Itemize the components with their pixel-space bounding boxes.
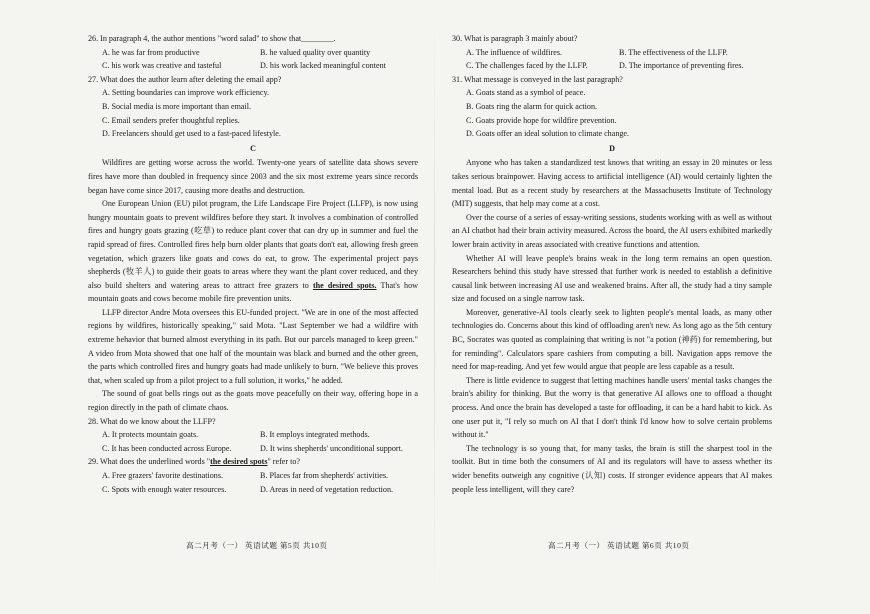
q29-stem-start: 29. What does the underlined words "	[88, 457, 211, 467]
q30-option-a: A. The influence of wildfires.	[466, 47, 563, 57]
q26-option-a: A. he was far from productive	[102, 47, 200, 57]
left-page-footer: 高二月考（一） 英语试题 第5页 共10页	[186, 541, 328, 550]
passage-d-paragraph-5: There is little evidence to suggest that letting machines handle users' mental tasks changes the brain's ability for thinking. But the worry is that generative AI allows one to offload a thought process. And once the brain has developed a taste for offloading, it can be a hard habit to kick. As one user put it, "I rely so much on AI that I don't think I'd know how to solve certain problems without it."	[452, 375, 772, 440]
q26-option-c: C. his work was creative and tasteful	[102, 61, 222, 71]
q27-option-d: D. Freelancers should get used to a fast-paced lifestyle.	[102, 129, 281, 139]
question-31-options	[452, 86, 772, 140]
passage-d-paragraph-2: Over the course of a series of essay-writing sessions, students working with as well as without an AI chatbot had their brain activity measured. Across the board, the AI users exhibited markedly lower brain activity in areas associated with creative functions and attention.	[452, 212, 772, 249]
passage-c-paragraph-2-text: One European Union (EU) pilot program, the Life Landscape Fire Project (LLFP), is now using hungry mountain goats to prevent wildfires before they start. It involves a combination of controlled fires and hungry goats grazing (吃草) to reduce plant cover that can dry up in summer and fuel the rapid spread of fires. Controlled fires help burn older plants that goats don't eat, allowing fresh green vegetation, which grazers like goats and cows do eat, to grow. The experimental project pays shepherds (牧羊人) to guide their goats to areas where they want the plant cover reduced, and they also build shelters and watering areas to attract free grazers to	[88, 199, 418, 290]
q28-option-d: D. It wins shepherds' unconditional support.	[260, 443, 403, 453]
section-c-label: C	[250, 143, 256, 153]
question-30-options	[452, 46, 772, 73]
q27-option-a: A. Setting boundaries can improve work efficiency.	[102, 88, 269, 98]
passage-d-paragraph-3: Whether AI will leave people's brains weak in the long term remains an open question. Researchers behind this study have stressed that further work is needed to establish a definitive causal link between increasing AI use and weakened brains. After all, the study had a tiny sample size and focused on a single narrow task.	[452, 253, 772, 304]
q26-option-b: B. he valued quality over quantity	[260, 47, 371, 57]
q31-option-a: A. Goats stand as a symbol of peace.	[466, 88, 586, 98]
right-page-footer: 高二月考（一） 英语试题 第6页 共10页	[548, 541, 690, 550]
q27-option-b: B. Social media is more important than email.	[102, 101, 252, 111]
passage-c-paragraph-2-tail: That's how mountain goats and cows become mobile fire prevention units.	[88, 280, 418, 304]
question-29-options	[88, 469, 418, 496]
q31-option-b: B. Goats ring the alarm for quick action.	[466, 101, 598, 111]
question-26-options	[88, 46, 418, 73]
q29-option-c: C. Spots with enough water resources.	[102, 484, 227, 494]
question-31-stem: 31. What message is conveyed in the last paragraph?	[452, 74, 623, 84]
passage-c-paragraph-4: The sound of goat bells rings out as the goats move peacefully on their way, offering hope in a region directly in the path of climate chaos.	[88, 389, 418, 413]
q28-option-c: C. It has been conducted across Europe.	[102, 443, 232, 453]
q29-stem-end: " refer to?	[267, 457, 300, 467]
right-page	[452, 32, 772, 496]
question-27-options	[88, 86, 418, 140]
q30-option-b: B. The effectiveness of the LLFP.	[619, 47, 728, 57]
passage-d-paragraph-4: Moreover, generative-AI tools clearly seek to lighten people's mental loads, as many other technologies do. Concerns about this kind of offloading aren't new. As long ago as the 5th century BC, Socrates was quoted as complaining that writing is not "a potion (神药) for remembering, but for reminding". Calculators spare cashiers from computing a bill. Navigation apps remove the need for map-reading. And yet few would argue that people are less capable as a result.	[452, 307, 772, 372]
q31-option-c: C. Goats provide hope for wildfire prevention.	[466, 115, 617, 125]
passage-d-paragraph-1: Anyone who has taken a standardized test knows that writing an essay in 20 minutes or less takes serious brainpower. Having access to artificial intelligence (AI) would certainly lighten the mental load. But as a recent study by researchers at the Massachusetts Institute of Technology (MIT) suggests, that help may come at a cost.	[452, 158, 772, 209]
q29-option-a: A. Free grazers' favorite destinations.	[102, 471, 224, 480]
section-d-label: D	[609, 143, 615, 153]
q28-option-b: B. It employs integrated methods.	[260, 430, 370, 440]
q29-option-b: B. Places far from shepherds' activities.	[260, 471, 388, 480]
underlined-desired-spots: the desired spots.	[312, 280, 377, 290]
passage-c-paragraph-2	[88, 197, 418, 306]
q30-option-d: D. The importance of preventing fires.	[619, 61, 744, 71]
question-30-stem: 30. What is paragraph 3 mainly about?	[452, 34, 578, 43]
question-28-stem: 28. What do we know about the LLFP?	[88, 416, 216, 426]
q28-option-a: A. It protects mountain goats.	[102, 430, 199, 440]
question-29-stem	[88, 455, 418, 469]
passage-c-paragraph-1: Wildfires are getting worse across the world. Twenty-one years of satellite data shows severe fires have more than doubled in frequency since 2003 and the six most extreme years since records began have come since 2017, causing more deaths and destruction.	[88, 158, 418, 195]
passage-c-paragraph-3: LLFP director Andre Mota oversees this EU-funded project. "We are in one of the most affected regions by wildfires, historically speaking," said Mota. "Last September we had a wildfire with extreme behavior that burned almost everything in its path. But our parcels managed to keep green." A video from Mota showed that one half of the mountain was black and burned and the other green, the parts which controlled fires and hungry goats had made unlikely to burn. "We believe this proves that, when scaled up from a pilot project to a full solution, it works," he added.	[88, 307, 418, 385]
question-26-stem: 26. In paragraph 4, the author mentions "word salad" to show that________.	[88, 34, 336, 43]
q30-option-c: C. The challenges faced by the LLFP.	[466, 61, 588, 71]
q29-underlined-phrase: the desired spots	[210, 457, 268, 467]
page-fold-divider	[434, 0, 435, 614]
question-27-stem: 27. What does the author learn after deleting the email app?	[88, 74, 282, 84]
left-page	[88, 32, 418, 496]
q31-option-d: D. Goats offer an ideal solution to climate change.	[466, 129, 630, 139]
passage-d-paragraph-6: The technology is so young that, for many tasks, the brain is still the sharpest tool in the toolkit. But in time both the consumers of AI and its regulators will have to assess whether its wider benefits outweigh any cognitive (认知) costs. If stronger evidence appears that AI makes people less intelligent, will they care?	[452, 443, 772, 494]
q29-option-d: D. Areas in need of vegetation reduction.	[260, 484, 394, 494]
q27-option-c: C. Email senders prefer thoughtful replies.	[102, 115, 240, 125]
question-28-options	[88, 428, 418, 455]
q26-option-d: D. his work lacked meaningful content	[260, 61, 386, 71]
